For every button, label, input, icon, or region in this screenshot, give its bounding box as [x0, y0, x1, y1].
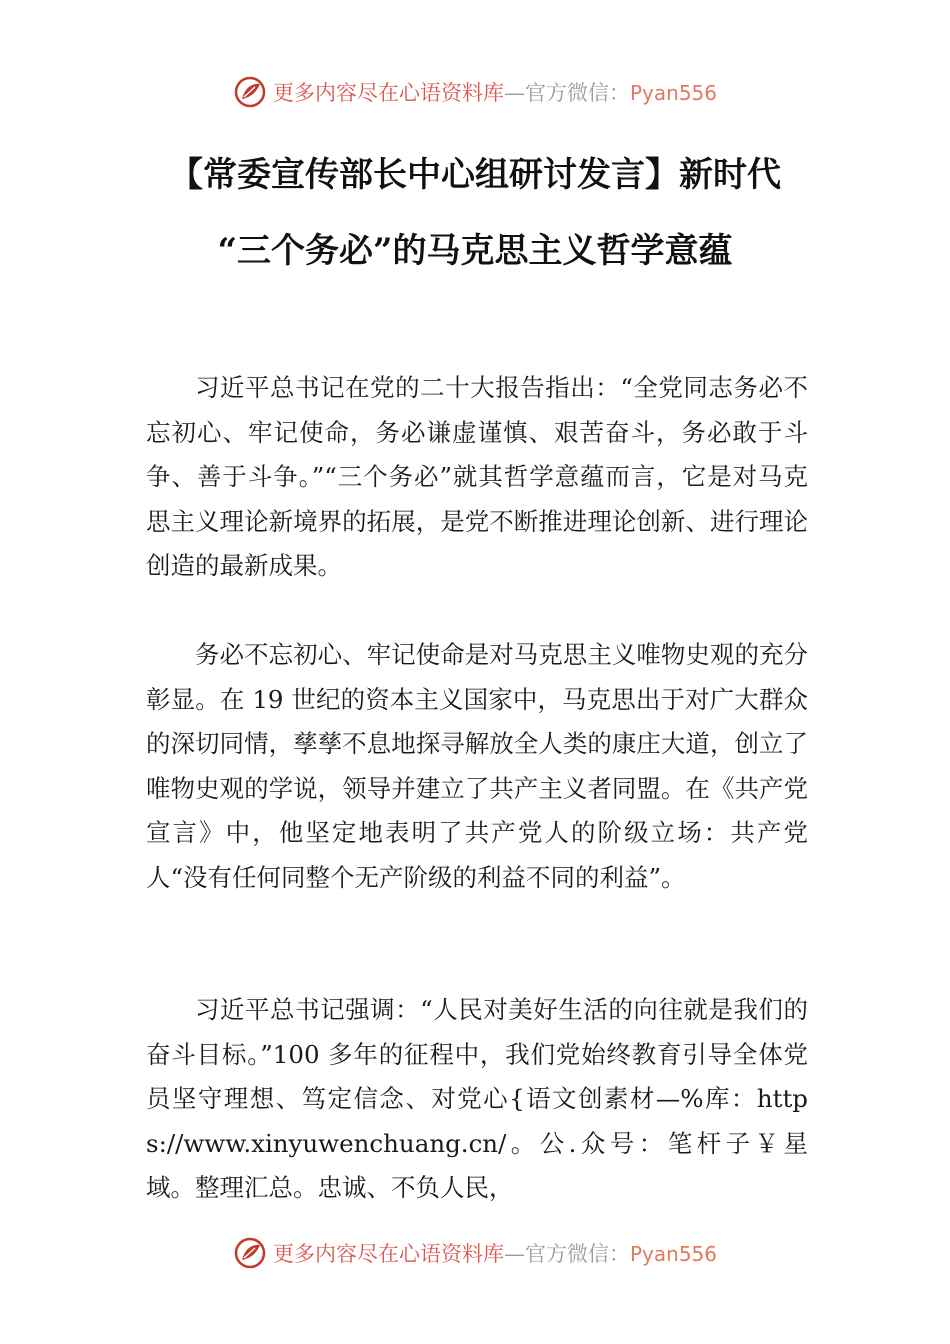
- banner-sep-text: —官方微信：: [503, 1242, 630, 1266]
- banner-sep-text: —官方微信：: [503, 81, 630, 105]
- document-title-line-2: “三个务必”的马克思主义哲学意蕴: [217, 231, 733, 271]
- banner-text: [273, 1238, 717, 1268]
- paragraph-3: 习近平总书记强调：“人民对美好生活的向往就是我们的奋斗目标。”100 多年的征程中，我们党始终教育引导全体党员坚守理想、笃定信念、对党心{语文创素材—%库：https://www.xinyuwenchuang.cn/。公.众号：笔杆子￥星域。整理汇总。忠诚、不负人民，: [146, 995, 808, 1202]
- banner-wechat-id: Pyan556: [629, 81, 717, 105]
- header-banner: [0, 72, 950, 112]
- footer-banner: [0, 1233, 950, 1273]
- red-leaf-logo-icon: [233, 75, 267, 109]
- document-title-line-1: 【常委宣传部长中心组研讨发言】新时代: [169, 155, 781, 195]
- paragraph-2: 务必不忘初心、牢记使命是对马克思主义唯物史观的充分彰显。在 19 世纪的资本主义国家中，马克思出于对广大群众的深切同情，孳孳不息地探寻解放全人类的康庄大道，创立了唯物史观的学说，领导并建立了共产主义者同盟。在《共产党宣言》中，他坚定地表明了共产党人的阶级立场：共产党人“没有任何同整个无产阶级的利益不同的利益”。: [146, 640, 808, 892]
- red-leaf-logo-icon: [233, 1236, 267, 1270]
- banner-main-text: 更多内容尽在心语资料库: [272, 81, 504, 105]
- paragraph-1: 习近平总书记在党的二十大报告指出：“全党同志务必不忘初心、牢记使命，务必谦虚谨慎、艰苦奋斗，务必敢于斗争、善于斗争。”“三个务必”就其哲学意蕴而言，它是对马克思主义理论新境界的拓展，是党不断推进理论创新、进行理论创造的最新成果。: [146, 373, 808, 580]
- banner-main-text: 更多内容尽在心语资料库: [272, 1242, 504, 1266]
- banner-wechat-id: Pyan556: [629, 1242, 717, 1266]
- banner-text: [273, 77, 717, 107]
